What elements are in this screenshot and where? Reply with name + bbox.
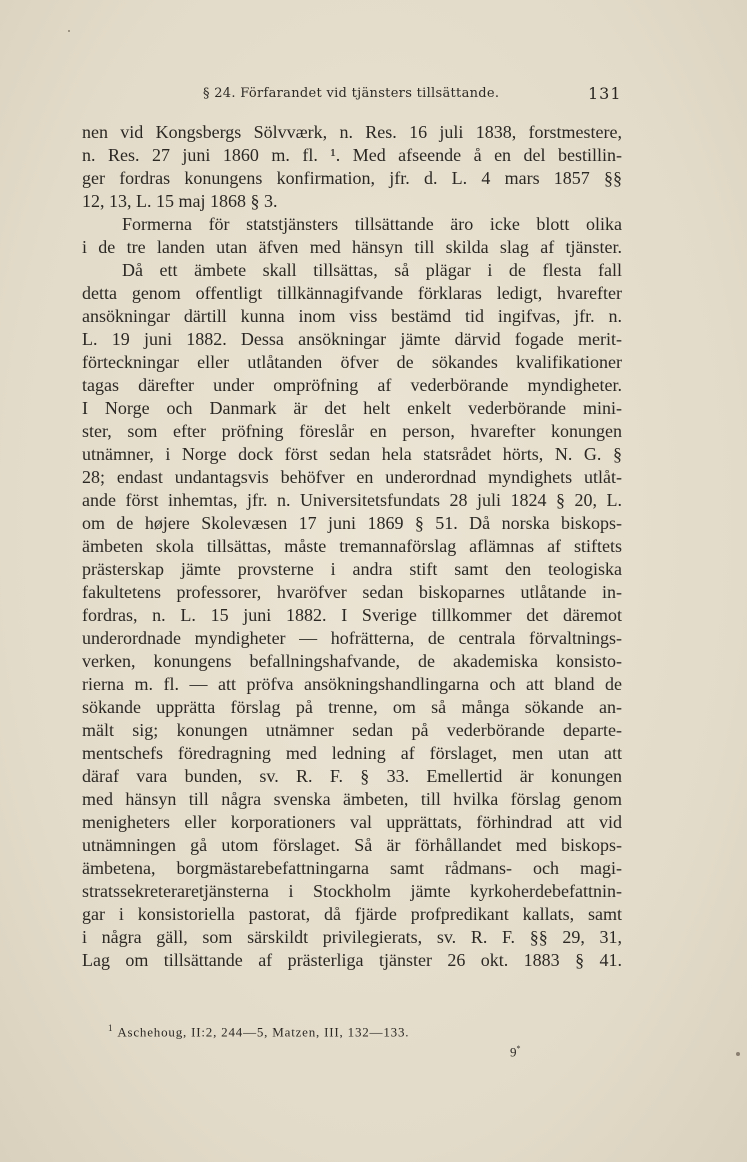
text-line: underordnade myndigheter — hofrätterna, de centrala förvaltnings- bbox=[82, 628, 622, 648]
text-line: Då ett ämbete skall tillsättas, så plägar i de flesta fall bbox=[122, 260, 622, 280]
paper-speck bbox=[736, 1052, 740, 1056]
text-line: stratssekreteraretjänsterna i Stockholm jämte kyrkoherdebefattnin- bbox=[82, 881, 622, 901]
footnote-marker: 1 bbox=[108, 1023, 114, 1033]
text-line: mentschefs föredragning med ledning af förslaget, men utan att bbox=[82, 743, 622, 763]
body-text bbox=[82, 121, 622, 972]
text-line: sökande upprätta förslag på trenne, om så många sökande an- bbox=[82, 697, 622, 717]
text-line: i några gäll, som särskildt privilegierats, sv. R. F. §§ 29, 31, bbox=[82, 927, 622, 947]
footnote-text: Aschehoug, II:2, 244—5, Matzen, III, 132—133. bbox=[117, 1024, 410, 1040]
text-line: rierna m. fl. — att pröfva ansökningshandlingarna och att bland de bbox=[82, 674, 622, 694]
printer-signature bbox=[510, 1044, 521, 1060]
text-line: ande först inhemtas, jfr. n. Universitetsfundats 28 juli 1824 § 20, L. bbox=[82, 490, 622, 510]
signature-number: 9 bbox=[510, 1044, 517, 1060]
page-number: 131 bbox=[588, 84, 622, 103]
running-header bbox=[0, 86, 747, 106]
text-line: L. 19 juni 1882. Dessa ansökningar jämte därvid fogade merit- bbox=[82, 329, 622, 349]
text-line: Lag om tillsättande af prästerliga tjänster 26 okt. 1883 § 41. bbox=[82, 950, 622, 970]
text-line: ger fordras konungens konfirmation, jfr. d. L. 4 mars 1857 §§ bbox=[82, 168, 622, 188]
text-line: gar i konsistoriella pastorat, då fjärde profpredikant kallats, samt bbox=[82, 904, 622, 924]
text-line: nen vid Kongsbergs Sölvværk, n. Res. 16 juli 1838, forstmestere, bbox=[82, 122, 622, 142]
text-line: ansökningar därtill kunna inom viss bestämd tid ingifvas, jfr. n. bbox=[82, 306, 622, 326]
text-line: detta genom offentligt tillkännagifvande förklaras ledigt, hvarefter bbox=[82, 283, 622, 303]
text-line: ster, som efter pröfning föreslår en person, hvarefter konungen bbox=[82, 421, 622, 441]
text-line: tagas därefter under ompröfning af vederbörande myndigheter. bbox=[82, 375, 622, 395]
text-line: fordras, n. L. 15 juni 1882. I Sverige tillkommer det däremot bbox=[82, 605, 622, 625]
text-line: med hänsyn till några svenska ämbeten, till hvilka förslag genom bbox=[82, 789, 622, 809]
text-line: förteckningar eller utlåtanden öfver de sökandes kvalifikationer bbox=[82, 352, 622, 372]
text-line: n. Res. 27 juni 1860 m. fl. ¹. Med afseende å en del bestillin- bbox=[82, 145, 622, 165]
paper-speck bbox=[68, 30, 70, 32]
text-line: ämbetena, borgmästarebefattningarna samt rådmans- och magi- bbox=[82, 858, 622, 878]
text-line: 28; endast undantagsvis behöfver en underordnad myndighets utlåt- bbox=[82, 467, 622, 487]
text-line: utnämner, i Norge dock först sedan hela statsrådet hörts, N. G. § bbox=[82, 444, 622, 464]
text-line: mält sig; konungen utnämner sedan på vederbörande departe- bbox=[82, 720, 622, 740]
text-line: utnämningen gå utom förslaget. Så är förhållandet med biskops- bbox=[82, 835, 622, 855]
text-line: om de højere Skolevæsen 17 juni 1869 § 51. Då norska biskops- bbox=[82, 513, 622, 533]
text-line: 12, 13, L. 15 maj 1868 § 3. bbox=[82, 191, 278, 211]
text-line: däraf vara bunden, sv. R. F. § 33. Emellertid är konungen bbox=[82, 766, 622, 786]
text-line: i de tre landen utan äfven med hänsyn till skilda slag af tjänster. bbox=[82, 237, 622, 257]
text-line: Formerna för statstjänsters tillsättande äro icke blott olika bbox=[122, 214, 622, 234]
text-line: I Norge och Danmark är det helt enkelt vederbörande mini- bbox=[82, 398, 622, 418]
text-line: menigheters eller korporationers val upprättats, förhindrad att vid bbox=[82, 812, 622, 832]
footnote bbox=[108, 1023, 409, 1040]
signature-mark: * bbox=[516, 1044, 521, 1053]
text-line: verken, konungens befallningshafvande, de akademiska konsisto- bbox=[82, 651, 622, 671]
section-title: § 24. Förfarandet vid tjänsters tillsättande. bbox=[203, 86, 500, 101]
text-line: ämbeten skola tillsättas, måste tremannaförslag aflämnas af stiftets bbox=[82, 536, 622, 556]
text-line: prästerskap jämte provsterne i andra stift samt den teologiska bbox=[82, 559, 622, 579]
text-line: fakultetens professorer, hvaröfver sedan biskoparnes utlåtande in- bbox=[82, 582, 622, 602]
